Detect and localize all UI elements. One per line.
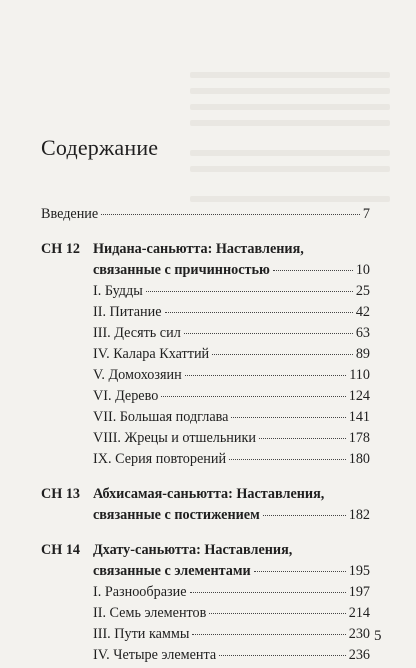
- toc-entry[interactable]: [41, 304, 370, 325]
- leader-dots: [263, 515, 346, 516]
- toc-entry-label: VIII. Жрецы и отшельники: [93, 430, 256, 446]
- leader-dots: [209, 613, 345, 614]
- toc-entry[interactable]: [41, 367, 370, 388]
- toc-entry[interactable]: [41, 584, 370, 605]
- leader-dots: [254, 571, 346, 572]
- toc-entry-label: II. Питание: [93, 304, 162, 320]
- section-heading-page: 182: [348, 507, 370, 523]
- section-heading-line2-row[interactable]: [41, 262, 370, 283]
- toc-entry[interactable]: [41, 388, 370, 409]
- section-heading-page: 195: [348, 563, 370, 579]
- section-code: СН 12: [41, 241, 81, 257]
- leader-dots: [165, 312, 353, 313]
- section-heading-line2: связанные с элементами: [93, 563, 251, 579]
- toc-entry[interactable]: [41, 325, 370, 346]
- toc-entry[interactable]: [41, 451, 370, 472]
- section-heading-line1: Абхисамая-саньютта: Наставления,: [93, 486, 325, 502]
- toc-entry-intro[interactable]: [41, 206, 370, 227]
- leader-dots: [231, 417, 345, 418]
- leader-dots: [212, 354, 353, 355]
- section-heading-line2: связанные с причинностью: [93, 262, 270, 278]
- leader-dots: [101, 214, 360, 215]
- toc-entry[interactable]: [41, 283, 370, 304]
- section-heading-line2: связанные с постижением: [93, 507, 260, 523]
- toc-entry[interactable]: [41, 626, 370, 647]
- toc-entry-label: I. Будды: [93, 283, 143, 299]
- section-code: СН 13: [41, 486, 81, 502]
- page-title: Содержание: [41, 135, 159, 160]
- toc-entry[interactable]: [41, 346, 370, 367]
- toc-entry[interactable]: [41, 409, 370, 430]
- toc-entry-label: IX. Серия повторений: [93, 451, 227, 467]
- toc-entry-page: 89: [355, 346, 370, 362]
- section-heading-sn13[interactable]: [41, 486, 370, 507]
- toc-entry-page: 124: [348, 388, 370, 404]
- section-heading-page: 10: [355, 262, 370, 278]
- toc-entry-page: 25: [355, 283, 370, 299]
- leader-dots: [190, 592, 346, 593]
- toc-entry-page: 63: [355, 325, 370, 341]
- leader-dots: [273, 270, 353, 271]
- toc-entry-page: 7: [362, 206, 370, 222]
- toc-entry-label: I. Разнообразие: [93, 584, 187, 600]
- toc-entry-label: IV. Четыре элемента: [93, 647, 217, 663]
- leader-dots: [229, 459, 346, 460]
- page-number: 5: [374, 628, 382, 644]
- section-heading-sn14[interactable]: [41, 542, 370, 563]
- section-heading-sn12[interactable]: [41, 241, 370, 262]
- leader-dots: [161, 396, 345, 397]
- toc-entry-page: 236: [348, 647, 370, 663]
- section-heading-line1: Дхату-саньютта: Наставления,: [93, 542, 293, 558]
- section-heading-line2-row[interactable]: [41, 563, 370, 584]
- toc-entry-page: 214: [348, 605, 370, 621]
- toc-entry-page: 230: [348, 626, 370, 642]
- section-heading-line2-row[interactable]: [41, 507, 370, 528]
- toc-entry-page: 42: [355, 304, 370, 320]
- leader-dots: [192, 634, 345, 635]
- toc-entry-label: VII. Большая подглава: [93, 409, 229, 425]
- toc-entry[interactable]: [41, 430, 370, 451]
- toc-entry-page: 180: [348, 451, 370, 467]
- toc-entry-page: 110: [349, 367, 370, 383]
- toc-entry-label: III. Пути каммы: [93, 626, 190, 642]
- toc-entry-label: IV. Калара Кхаттий: [93, 346, 210, 362]
- leader-dots: [185, 375, 347, 376]
- leader-dots: [219, 655, 346, 656]
- toc-entry-label: II. Семь элементов: [93, 605, 207, 621]
- toc-entry-page: 178: [348, 430, 370, 446]
- leader-dots: [146, 291, 353, 292]
- toc-entry-page: 141: [348, 409, 370, 425]
- toc-entry[interactable]: [41, 605, 370, 626]
- section-heading-line1: Нидана-саньютта: Наставления,: [93, 241, 304, 257]
- section-code: СН 14: [41, 542, 81, 558]
- leader-dots: [184, 333, 353, 334]
- toc-entry-label: VI. Дерево: [93, 388, 159, 404]
- toc-entry[interactable]: [41, 647, 370, 668]
- toc-entry-label: III. Десять сил: [93, 325, 181, 341]
- table-of-contents: [41, 206, 370, 668]
- toc-entry-label: Введение: [41, 206, 99, 222]
- toc-entry-page: 197: [348, 584, 370, 600]
- toc-entry-label: V. Домохозяин: [93, 367, 182, 383]
- leader-dots: [259, 438, 346, 439]
